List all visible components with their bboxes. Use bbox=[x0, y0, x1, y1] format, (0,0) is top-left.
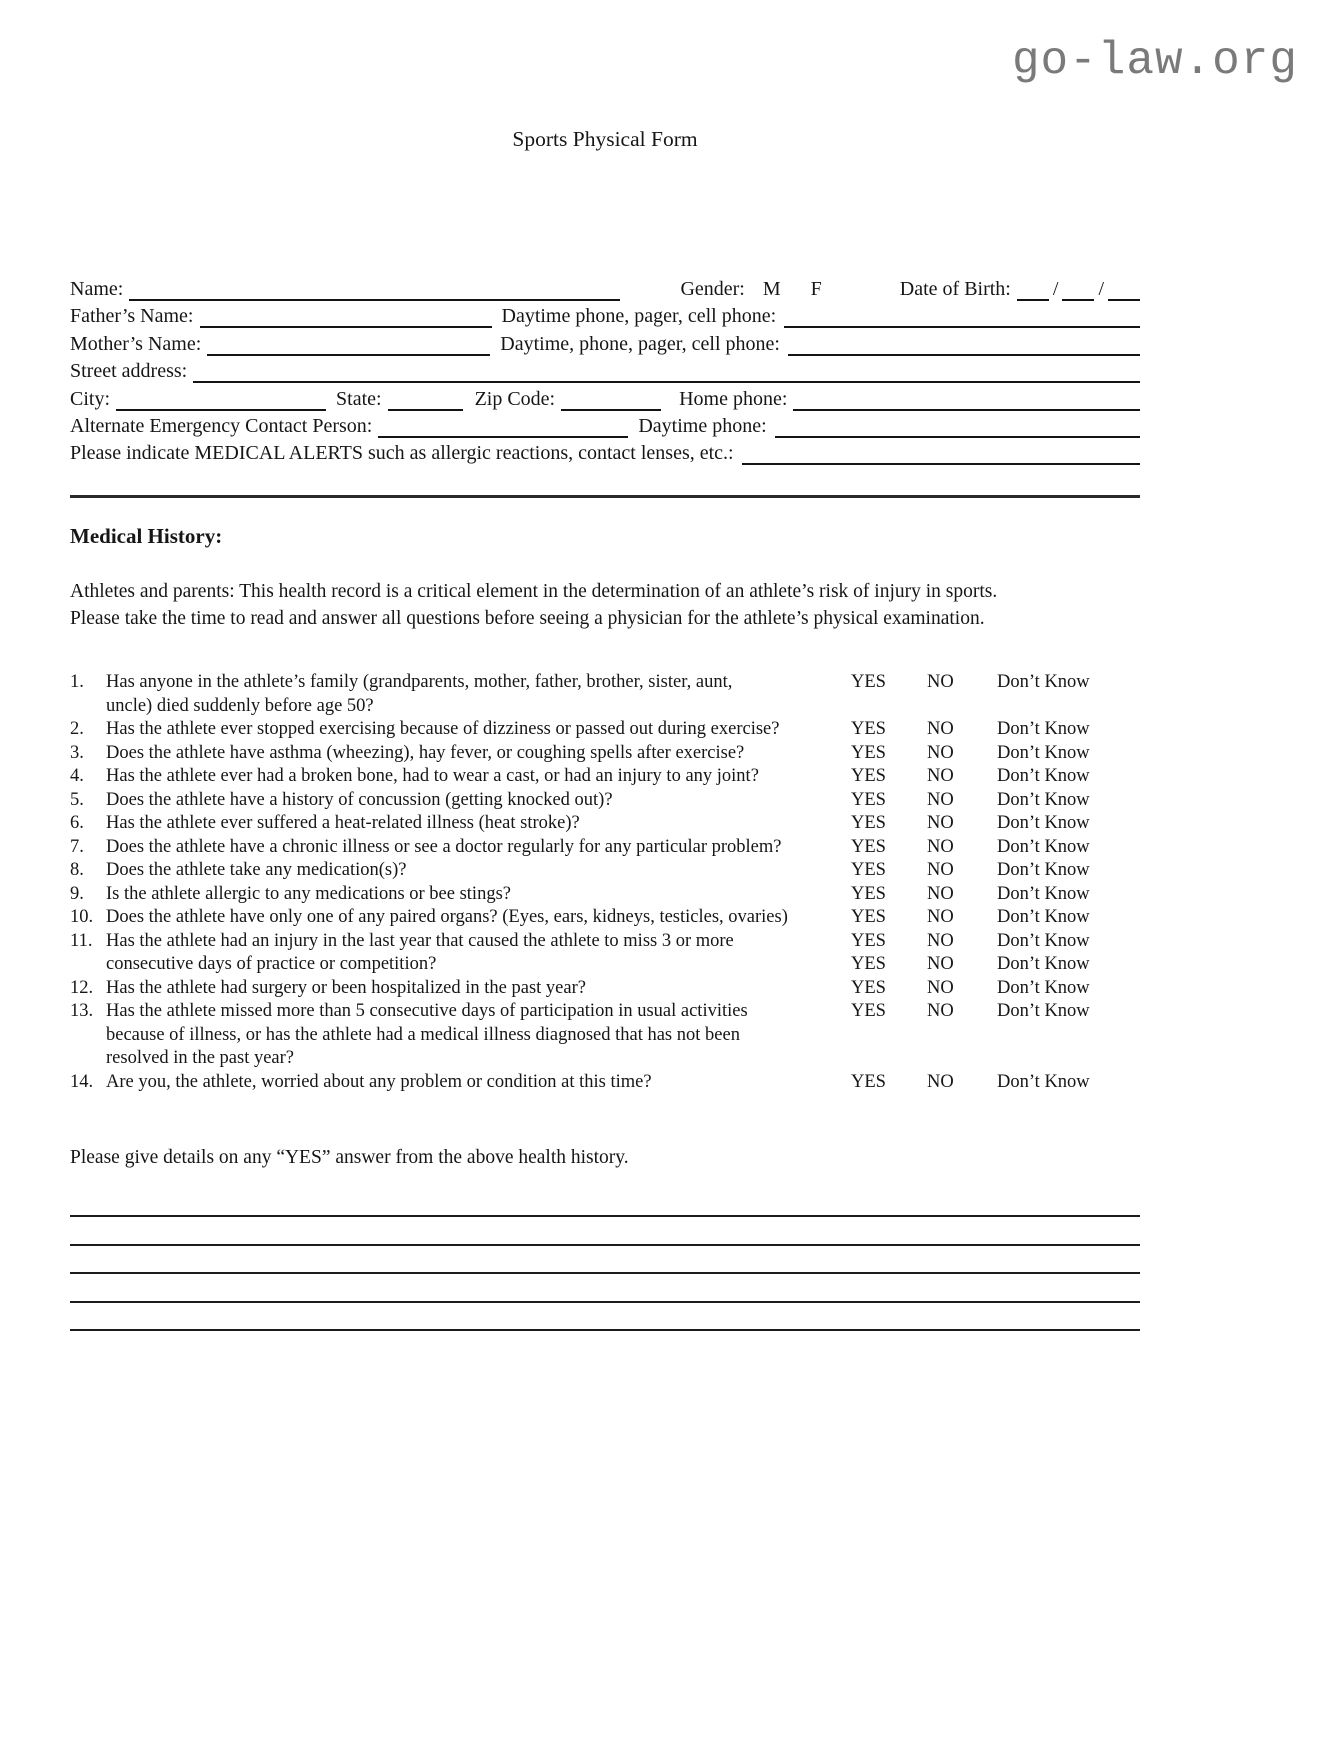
mother-phone-field[interactable] bbox=[788, 354, 1140, 356]
dob-label: Date of Birth: bbox=[899, 277, 1011, 300]
answer-yes-option[interactable]: YES bbox=[851, 883, 886, 904]
answer-yes-option[interactable]: YES bbox=[851, 1071, 886, 1092]
question-row bbox=[70, 1048, 1140, 1072]
question-row bbox=[70, 766, 1140, 790]
details-answer-line[interactable] bbox=[70, 1244, 1140, 1246]
father-phone-field[interactable] bbox=[784, 326, 1140, 328]
answer-dontknow-option[interactable]: Don’t Know bbox=[997, 907, 1090, 928]
answer-no-option[interactable]: NO bbox=[927, 719, 954, 740]
medical-history-intro bbox=[70, 581, 1140, 634]
answer-no-option[interactable]: NO bbox=[927, 766, 954, 787]
answer-dontknow-option[interactable]: Don’t Know bbox=[997, 742, 1090, 763]
father-phone-label: Daytime phone, pager, cell phone: bbox=[501, 305, 777, 328]
city-label: City: bbox=[70, 387, 111, 410]
answer-yes-option[interactable]: YES bbox=[851, 954, 886, 975]
answer-dontknow-option[interactable]: Don’t Know bbox=[997, 836, 1090, 857]
gender-male-option[interactable]: M bbox=[762, 277, 781, 300]
question-number: 14. bbox=[70, 1071, 94, 1092]
question-number: 11. bbox=[70, 930, 93, 951]
question-row bbox=[70, 790, 1140, 814]
question-text: Has the athlete ever stopped exercising because of dizziness or passed out during exercise? bbox=[106, 719, 780, 740]
answer-dontknow-option[interactable]: Don’t Know bbox=[997, 977, 1090, 998]
answer-yes-option[interactable]: YES bbox=[851, 672, 886, 693]
details-answer-line[interactable] bbox=[70, 1272, 1140, 1274]
question-number: 6. bbox=[70, 813, 84, 834]
row-mother bbox=[70, 328, 1140, 355]
street-address-label: Street address: bbox=[70, 360, 188, 383]
city-field[interactable] bbox=[116, 409, 326, 411]
answer-dontknow-option[interactable]: Don’t Know bbox=[997, 813, 1090, 834]
intro-line: Athletes and parents: This health record is a critical element in the determination of an athlete’s risk of injury in sports. bbox=[70, 581, 998, 603]
answer-yes-option[interactable]: YES bbox=[851, 789, 886, 810]
dob-day-field[interactable] bbox=[1062, 299, 1094, 301]
questions-list bbox=[70, 672, 1140, 1095]
question-text: uncle) died suddenly before age 50? bbox=[106, 695, 374, 716]
answer-no-option[interactable]: NO bbox=[927, 977, 954, 998]
alt-daytime-phone-label: Daytime phone: bbox=[638, 414, 767, 437]
row-city-state-zip bbox=[70, 383, 1140, 410]
answer-no-option[interactable]: NO bbox=[927, 860, 954, 881]
contact-section bbox=[70, 274, 1140, 499]
answer-yes-option[interactable]: YES bbox=[851, 813, 886, 834]
question-text: Does the athlete take any medication(s)? bbox=[106, 860, 407, 881]
question-row bbox=[70, 954, 1140, 978]
street-address-field[interactable] bbox=[193, 381, 1140, 383]
question-number: 12. bbox=[70, 977, 94, 998]
alt-contact-field[interactable] bbox=[378, 436, 628, 438]
name-label: Name: bbox=[70, 277, 124, 300]
medical-alerts-field[interactable] bbox=[742, 463, 1140, 465]
question-text: Has the athlete missed more than 5 consecutive days of participation in usual activities bbox=[106, 1001, 748, 1022]
question-text: resolved in the past year? bbox=[106, 1048, 295, 1069]
row-father bbox=[70, 301, 1140, 328]
question-text: Is the athlete allergic to any medications or bee stings? bbox=[106, 883, 511, 904]
question-number: 5. bbox=[70, 789, 84, 810]
answer-yes-option[interactable]: YES bbox=[851, 719, 886, 740]
gender-female-option[interactable]: F bbox=[810, 277, 822, 300]
medical-history-heading: Medical History: bbox=[70, 524, 223, 549]
question-number: 1. bbox=[70, 672, 84, 693]
answer-yes-option[interactable]: YES bbox=[851, 766, 886, 787]
question-number: 9. bbox=[70, 883, 84, 904]
home-phone-label: Home phone: bbox=[679, 387, 788, 410]
zip-field[interactable] bbox=[561, 409, 661, 411]
details-answer-line[interactable] bbox=[70, 1329, 1140, 1331]
question-row bbox=[70, 907, 1140, 931]
answer-no-option[interactable]: NO bbox=[927, 672, 954, 693]
answer-dontknow-option[interactable]: Don’t Know bbox=[997, 1071, 1090, 1092]
row-street bbox=[70, 356, 1140, 383]
answer-no-option[interactable]: NO bbox=[927, 954, 954, 975]
dob-year-field[interactable] bbox=[1108, 299, 1140, 301]
answer-dontknow-option[interactable]: Don’t Know bbox=[997, 672, 1090, 693]
question-number: 13. bbox=[70, 1001, 94, 1022]
details-answer-line[interactable] bbox=[70, 1215, 1140, 1217]
question-row bbox=[70, 672, 1140, 696]
question-number: 4. bbox=[70, 766, 84, 787]
answer-yes-option[interactable]: YES bbox=[851, 860, 886, 881]
row-alt-contact bbox=[70, 411, 1140, 438]
answer-dontknow-option[interactable]: Don’t Know bbox=[997, 1001, 1090, 1022]
answer-no-option[interactable]: NO bbox=[927, 836, 954, 857]
answer-no-option[interactable]: NO bbox=[927, 813, 954, 834]
gender-label: Gender: bbox=[680, 277, 745, 300]
question-row bbox=[70, 884, 1140, 908]
question-row bbox=[70, 1001, 1140, 1025]
answer-dontknow-option[interactable]: Don’t Know bbox=[997, 883, 1090, 904]
question-row bbox=[70, 931, 1140, 955]
answer-dontknow-option[interactable]: Don’t Know bbox=[997, 766, 1090, 787]
details-answer-line[interactable] bbox=[70, 1301, 1140, 1303]
question-text: because of illness, or has the athlete had a medical illness diagnosed that has not been bbox=[106, 1024, 740, 1045]
question-number: 3. bbox=[70, 742, 84, 763]
mother-name-field[interactable] bbox=[207, 354, 490, 356]
answer-dontknow-option[interactable]: Don’t Know bbox=[997, 860, 1090, 881]
question-text: Does the athlete have only one of any paired organs? (Eyes, ears, kidneys, testicles, ovaries) bbox=[106, 907, 788, 928]
zip-label: Zip Code: bbox=[474, 387, 556, 410]
question-text: Does the athlete have a chronic illness or see a doctor regularly for any particular problem? bbox=[106, 836, 782, 857]
dob-month-field[interactable] bbox=[1017, 299, 1049, 301]
answer-no-option[interactable]: NO bbox=[927, 1001, 954, 1022]
answer-no-option[interactable]: NO bbox=[927, 789, 954, 810]
question-row bbox=[70, 860, 1140, 884]
question-row bbox=[70, 743, 1140, 767]
answer-yes-option[interactable]: YES bbox=[851, 742, 886, 763]
question-text: Does the athlete have asthma (wheezing), hay fever, or coughing spells after exercise? bbox=[106, 742, 745, 763]
form-title: Sports Physical Form bbox=[512, 126, 698, 151]
answer-yes-option[interactable]: YES bbox=[851, 1001, 886, 1022]
dob-separator: / bbox=[1098, 277, 1104, 300]
question-number: 10. bbox=[70, 907, 94, 928]
question-text: Does the athlete have a history of concussion (getting knocked out)? bbox=[106, 789, 613, 810]
father-name-field[interactable] bbox=[200, 326, 492, 328]
dob-separator: / bbox=[1052, 277, 1059, 300]
details-answer-lines bbox=[70, 1215, 1140, 1331]
site-logo: go-law.org bbox=[1011, 35, 1298, 87]
question-row bbox=[70, 1072, 1140, 1096]
row-name-gender-dob bbox=[70, 274, 1140, 301]
answer-dontknow-option[interactable]: Don’t Know bbox=[997, 954, 1090, 975]
answer-yes-option[interactable]: YES bbox=[851, 907, 886, 928]
question-text: Has the athlete ever suffered a heat-related illness (heat stroke)? bbox=[106, 813, 580, 834]
medical-alerts-continuation-line[interactable] bbox=[70, 495, 1140, 498]
answer-yes-option[interactable]: YES bbox=[851, 836, 886, 857]
question-number: 7. bbox=[70, 836, 84, 857]
question-text: Has the athlete had surgery or been hospitalized in the past year? bbox=[106, 977, 586, 998]
answer-no-option[interactable]: NO bbox=[927, 907, 954, 928]
answer-no-option[interactable]: NO bbox=[927, 930, 954, 951]
intro-line: Please take the time to read and answer all questions before seeing a physician for the athlete’s physical examination. bbox=[70, 607, 985, 629]
question-text: Has anyone in the athlete’s family (grandparents, mother, father, brother, sister, aunt, bbox=[106, 672, 733, 693]
question-text: consecutive days of practice or competition? bbox=[106, 954, 437, 975]
alt-contact-label: Alternate Emergency Contact Person: bbox=[70, 414, 373, 437]
question-row bbox=[70, 978, 1140, 1002]
mother-name-label: Mother’s Name: bbox=[70, 332, 202, 355]
answer-no-option[interactable]: NO bbox=[927, 742, 954, 763]
question-number: 2. bbox=[70, 719, 84, 740]
home-phone-field[interactable] bbox=[793, 409, 1140, 411]
state-label: State: bbox=[336, 387, 382, 410]
answer-no-option[interactable]: NO bbox=[927, 883, 954, 904]
mother-phone-label: Daytime, phone, pager, cell phone: bbox=[500, 332, 780, 355]
question-number: 8. bbox=[70, 860, 84, 881]
alt-daytime-phone-field[interactable] bbox=[775, 436, 1140, 438]
question-row bbox=[70, 1025, 1140, 1049]
father-name-label: Father’s Name: bbox=[70, 305, 194, 328]
question-text: Has the athlete ever had a broken bone, had to wear a cast, or had an injury to any joint? bbox=[106, 766, 759, 787]
question-row bbox=[70, 696, 1140, 720]
question-text: Are you, the athlete, worried about any problem or condition at this time? bbox=[106, 1071, 652, 1092]
answer-yes-option[interactable]: YES bbox=[851, 977, 886, 998]
question-row bbox=[70, 719, 1140, 743]
details-prompt: Please give details on any “YES” answer from the above health history. bbox=[70, 1147, 629, 1169]
answer-yes-option[interactable]: YES bbox=[851, 930, 886, 951]
question-row bbox=[70, 837, 1140, 861]
question-row bbox=[70, 813, 1140, 837]
medical-alerts-label: Please indicate MEDICAL ALERTS such as allergic reactions, contact lenses, etc.: bbox=[70, 442, 734, 465]
answer-dontknow-option[interactable]: Don’t Know bbox=[997, 719, 1090, 740]
state-field[interactable] bbox=[388, 409, 463, 411]
question-text: Has the athlete had an injury in the last year that caused the athlete to miss 3 or more bbox=[106, 930, 734, 951]
answer-no-option[interactable]: NO bbox=[927, 1071, 954, 1092]
row-medical-alerts bbox=[70, 438, 1140, 465]
answer-dontknow-option[interactable]: Don’t Know bbox=[997, 930, 1090, 951]
answer-dontknow-option[interactable]: Don’t Know bbox=[997, 789, 1090, 810]
name-field[interactable] bbox=[129, 299, 620, 301]
